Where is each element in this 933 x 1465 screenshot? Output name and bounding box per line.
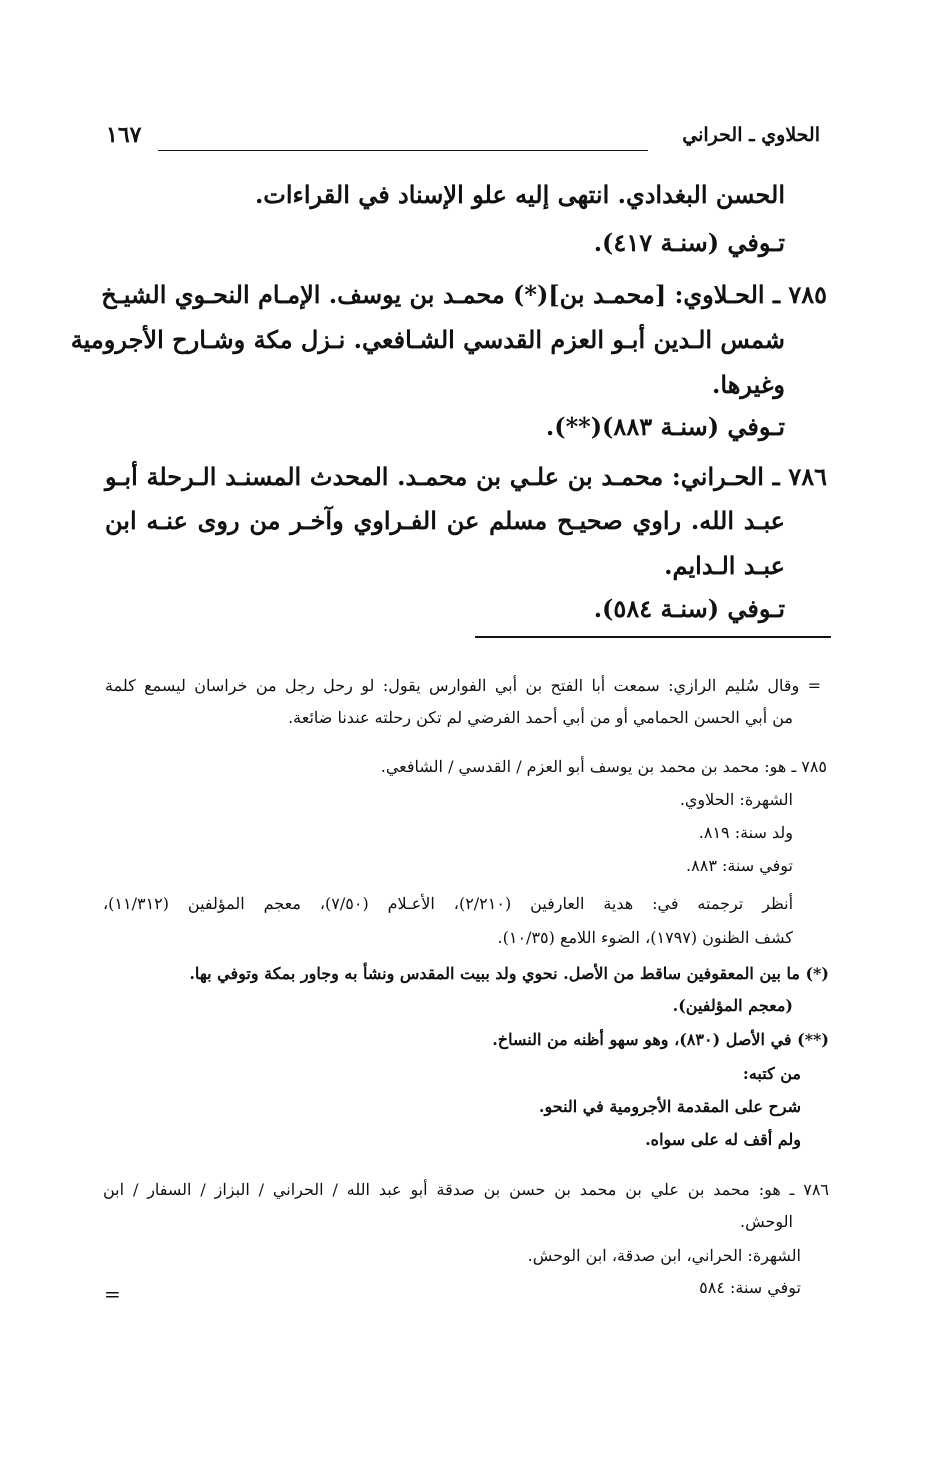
- entry-786-heading: ٧٨٦ ـ الحـراني: محمـد بن علـي بن محمـد. المحدث المسنـد الـرحلة أبـو: [105, 462, 827, 491]
- footnote-line: (معجم المؤلفين).: [672, 996, 793, 1015]
- main-line: تـوفي (سنـة ٤١٧).: [593, 228, 785, 257]
- main-line: الحسن البغدادي. انتهى إليه علو الإسناد في القراءات.: [254, 180, 785, 209]
- footnote-line: الوحش.: [740, 1212, 793, 1231]
- footnote-line: ولد سنة: ٨١٩.: [698, 823, 793, 842]
- footnote-star: (*) ما بين المعقوفين ساقط من الأصل. نحوي ولد ببيت المقدس ونشأ به وجاور بمكة وتوفي بها.: [189, 964, 829, 983]
- footnote-line: توفي سنة: ٨٨٣.: [686, 856, 793, 875]
- footnote-line: من كتبه:: [742, 1064, 801, 1083]
- footnote-line: أنظر ترجمته في: هدية العارفين (٢/٢١٠)، الأعـلام (٧/٥٠)، معجم المؤلفين (١١/٣١٢)،: [103, 894, 794, 913]
- footnote-line: كشف الظنون (١٧٩٧)، الضوء اللامع (١٠/٣٥).: [497, 928, 793, 947]
- main-line: تـوفي (سنـة ٥٨٤).: [593, 594, 785, 623]
- main-line: شمس الـدين أبـو العزم القدسي الشـافعي. نـزل مكة وشـارح الأجرومية: [70, 325, 785, 354]
- footnote-line: = وقال سُليم الرازي: سمعت أبا الفتح بن أبي الفوارس يقول: لو رحل رجل من خراسان ليسمع كلمة: [105, 676, 822, 695]
- footnote-785: ٧٨٥ ـ هو: محمد بن محمد بن يوسف أبو العزم / القدسي / الشافعي.: [380, 757, 827, 776]
- footnote-line: شرح على المقدمة الأجرومية في النحو.: [538, 1097, 801, 1116]
- footnote-line: الشهرة: الحراني، ابن صدقة، ابن الوحش.: [527, 1246, 801, 1265]
- main-line: وغيرها.: [712, 370, 785, 399]
- footnote-line: توفي سنة: ٥٨٤: [699, 1278, 801, 1297]
- footnote-line: ولم أقف له على سواه.: [645, 1130, 801, 1149]
- entry-785-heading: ٧٨٥ ـ الحـلاوي: [محمـد بن](*) محمـد بن يوسف. الإمـام النحـوي الشيـخ: [101, 280, 827, 309]
- main-line: عبـد الله. راوي صحيـح مسلم عن الفـراوي وآخـر من روى عنـه ابن: [105, 506, 786, 535]
- header-rule: [158, 150, 648, 151]
- footnote-separator: [475, 636, 831, 638]
- footnote-786: ٧٨٦ ـ هو: محمد بن علي بن محمد بن حسن بن صدقة أبو عبد الله / الحراني / البزاز / السفار / ابن: [103, 1180, 829, 1199]
- main-line: تـوفي (سنـة ٨٨٣)(**).: [545, 412, 785, 441]
- page-number: ١٦٧: [106, 122, 142, 148]
- main-line: عبـد الـدايم.: [664, 551, 785, 580]
- footnote-line: الشهرة: الحلاوي.: [679, 790, 793, 809]
- footnote-double-star: (**) في الأصل (٨٣٠)، وهو سهو أظنه من النساخ.: [492, 1030, 829, 1049]
- continuation-marker: =: [104, 1282, 121, 1306]
- footnote-line: من أبي الحسن الحمامي أو من أبي أحمد الفرضي لم تكن رحلته عندنا ضائعة.: [288, 708, 793, 727]
- running-head: الحلاوي ـ الحراني: [682, 124, 820, 146]
